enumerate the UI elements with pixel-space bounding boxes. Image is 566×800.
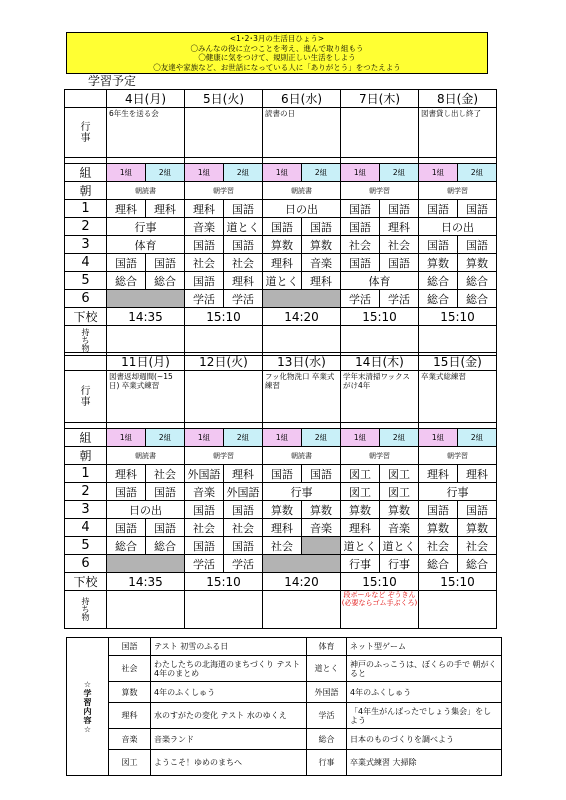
day-header: 7日(木) [341,90,419,108]
subject-cell: 算数 [458,519,497,537]
subject-cell: 国語 [146,254,185,272]
dismissal-time: 14:20 [263,308,341,326]
subject-cell: 総合 [146,272,185,290]
class-2-tag: 2組 [146,429,185,447]
subject-cell: 算数 [302,236,341,254]
bring-note: 段ボールなど ぞうきん(必要ならゴム手ぶくろ) [341,591,419,629]
subject-cell: 理科 [107,200,146,218]
row-label-dismissal: 下校 [65,308,107,326]
subject-cell: 国語 [263,218,302,236]
subject-cell: 国語 [185,537,224,555]
row-label-bring: 持 ち 物 [65,591,107,629]
subject-cell: 理科 [458,465,497,483]
subject-name: 社会 [109,656,151,682]
subject-cell: 国語 [380,254,419,272]
day-header: 12日(火) [185,353,263,371]
subject-name: 学活 [307,703,347,729]
subject-cell: 理科 [146,200,185,218]
class-1-tag: 1組 [341,164,380,182]
subject-cell: 音楽 [380,519,419,537]
subject-content: わたしたちの北海道のまちづくり テスト 4年のまとめ [151,656,307,682]
bring-cell [263,326,341,356]
day-header: 15日(金) [419,353,497,371]
subject-cell: 学活 [185,290,224,308]
subject-cell: 行事 [107,218,185,236]
subject-cell: 総合 [419,290,458,308]
subject-cell: 音楽 [185,483,224,501]
class-2-tag: 2組 [380,164,419,182]
bring-cell [107,591,185,629]
subject-cell: 国語 [341,200,380,218]
period-number: 5 [65,272,107,290]
dismissal-time: 15:10 [185,573,263,591]
no-class-cell [263,290,341,308]
subject-cell: 理科 [341,519,380,537]
row-label-event: 行 事 [65,371,107,423]
subject-cell: 総合 [419,272,458,290]
class-1-tag: 1組 [263,164,302,182]
subject-cell: 算数 [419,519,458,537]
subject-name: 音楽 [109,729,151,750]
subject-name: 理科 [109,703,151,729]
life-goals-title: <1･2･3月の生活目ひょう> [229,34,325,43]
period-number: 6 [65,290,107,308]
day-header: 5日(火) [185,90,263,108]
subject-cell: 理科 [224,465,263,483]
subject-cell: 外国語 [224,483,263,501]
subject-content: ようこそ！ゆめのまちへ [151,750,307,776]
subject-cell: 社会 [419,537,458,555]
subject-cell: 理科 [419,465,458,483]
learning-content-title: ☆ 学 習 内 容 ☆ [67,638,109,776]
subject-cell: 国語 [419,501,458,519]
subject-cell: 国語 [146,519,185,537]
class-1-tag: 1組 [107,164,146,182]
subject-name: 総合 [307,729,347,750]
class-2-tag: 2組 [380,429,419,447]
class-1-tag: 1組 [107,429,146,447]
class-2-tag: 2組 [458,429,497,447]
subject-content: ネット型ゲーム [347,638,502,656]
class-1-tag: 1組 [341,429,380,447]
period-number: 4 [65,519,107,537]
row-label-bring: 持 ち 物 [65,326,107,356]
event-cell [185,371,263,423]
subject-cell: 音楽 [185,218,224,236]
class-1-tag: 1組 [185,429,224,447]
subject-cell: 総合 [419,555,458,573]
subject-cell: 社会 [185,519,224,537]
class-1-tag: 1組 [263,429,302,447]
period-number: 2 [65,483,107,501]
subject-name: 外国語 [307,682,347,703]
subject-cell: 社会 [224,254,263,272]
subject-cell: 理科 [380,218,419,236]
learning-content-table [66,637,502,776]
day-header: 8日(金) [419,90,497,108]
subject-cell: 国語 [458,501,497,519]
subject-cell: 日の出 [107,501,185,519]
subject-cell: 算数 [263,501,302,519]
subject-cell: 社会 [146,465,185,483]
subject-cell: 国語 [224,501,263,519]
subject-cell: 外国語 [185,465,224,483]
corner-cell [65,90,107,108]
period-number: 2 [65,218,107,236]
no-class-cell [107,290,185,308]
dismissal-time: 14:35 [107,308,185,326]
corner-cell [65,353,107,371]
subject-cell: 算数 [458,254,497,272]
bring-cell [263,591,341,629]
dismissal-time: 15:10 [341,573,419,591]
subject-cell: 国語 [419,236,458,254]
subject-cell: 算数 [263,236,302,254]
morning-activity: 朝読書 [107,182,185,200]
subject-cell: 理科 [263,254,302,272]
row-label-dismissal: 下校 [65,573,107,591]
day-header: 11日(月) [107,353,185,371]
subject-content: 卒業式練習 大掃除 [347,750,502,776]
bring-cell [185,591,263,629]
life-goal-3: 〇友達や家族など、お世話になっている人に「ありがとう」をつたえよう [153,62,401,72]
morning-activity: 朝学習 [341,447,419,465]
period-number: 6 [65,555,107,573]
subject-cell: 国語 [458,236,497,254]
subject-cell: 道とく [380,537,419,555]
event-cell [341,108,419,158]
subject-cell: 理科 [107,465,146,483]
subject-cell: 国語 [146,483,185,501]
subject-cell: 行事 [380,555,419,573]
bring-cell [107,326,185,356]
row-label-group: 組 [65,429,107,447]
dismissal-time: 15:10 [419,308,497,326]
event-cell [185,108,263,158]
subject-cell: 学活 [341,290,380,308]
class-2-tag: 2組 [224,429,263,447]
subject-cell: 国語 [419,200,458,218]
event-cell: 図書貸し出し終了 [419,108,497,158]
subject-content: 音楽ランド [151,729,307,750]
day-header: 6日(水) [263,90,341,108]
class-2-tag: 2組 [302,429,341,447]
dismissal-time: 14:20 [263,573,341,591]
subject-content: 神戸のふっこうは、ぼくらの手で 朝がくると [347,656,502,682]
subject-cell: 国語 [107,483,146,501]
row-label-morning: 朝 [65,447,107,465]
subject-cell: 算数 [302,501,341,519]
subject-cell: 図工 [341,465,380,483]
subject-cell: 総合 [458,555,497,573]
subject-cell: 道とく [341,537,380,555]
subject-cell: 図工 [341,483,380,501]
period-number: 5 [65,537,107,555]
class-2-tag: 2組 [302,164,341,182]
dismissal-time: 15:10 [341,308,419,326]
event-cell: 卒業式総練習 [419,371,497,423]
subject-cell: 社会 [263,537,302,555]
subject-cell: 国語 [224,537,263,555]
subject-cell: 国語 [107,254,146,272]
subject-cell: 国語 [341,218,380,236]
subject-name: 行事 [307,750,347,776]
subject-cell: 理科 [302,272,341,290]
subject-cell: 理科 [185,200,224,218]
morning-activity: 朝学習 [185,447,263,465]
class-1-tag: 1組 [419,164,458,182]
subject-cell: 国語 [380,200,419,218]
subject-cell: 国語 [224,200,263,218]
day-header: 14日(木) [341,353,419,371]
period-number: 3 [65,501,107,519]
morning-activity: 朝読書 [263,182,341,200]
subject-name: 算数 [109,682,151,703]
subject-cell: 学活 [224,555,263,573]
subject-content: 「4年生がんばったでしょう集会」をしよう [347,703,502,729]
morning-activity: 朝読書 [263,447,341,465]
subject-cell: 学活 [224,290,263,308]
subject-cell: 音楽 [302,254,341,272]
subject-cell: 社会 [224,519,263,537]
dismissal-time: 15:10 [419,573,497,591]
subject-content: 4年のふくしゅう [347,682,502,703]
period-number: 3 [65,236,107,254]
subject-cell: 国語 [185,501,224,519]
event-cell: 読書の日 [263,108,341,158]
subject-cell: 総合 [146,537,185,555]
class-2-tag: 2組 [224,164,263,182]
subject-name: 国語 [109,638,151,656]
subject-cell: 体育 [341,272,419,290]
subject-cell: 国語 [263,465,302,483]
bring-cell [419,326,497,356]
dismissal-time: 15:10 [185,308,263,326]
subject-cell: 行事 [263,483,341,501]
life-goals-box [66,32,488,74]
subject-cell: 総合 [458,290,497,308]
subject-cell: 図工 [380,483,419,501]
morning-activity: 朝学習 [341,182,419,200]
subject-cell: 国語 [458,200,497,218]
subject-cell: 国語 [224,236,263,254]
subject-cell: 日の出 [419,218,497,236]
life-goal-2: 〇健康に気をつけて、規則正しい生活をしよう [198,53,356,63]
subject-cell: 道とく [224,218,263,236]
subject-name: 体育 [307,638,347,656]
period-number: 1 [65,200,107,218]
subject-cell: 総合 [458,272,497,290]
no-class-cell [107,555,185,573]
subject-cell: 図工 [380,465,419,483]
life-goal-1: 〇みんなの役に立つことを考え、進んで取り組もう [190,43,364,53]
subject-cell: 社会 [185,254,224,272]
row-label-morning: 朝 [65,182,107,200]
event-cell: 図書返却週間(~15日) 卒業式練習 [107,371,185,423]
subject-cell: 音楽 [302,519,341,537]
subject-cell: 国語 [302,465,341,483]
subject-cell: 総合 [107,272,146,290]
dismissal-time: 14:35 [107,573,185,591]
subject-cell: 理科 [224,272,263,290]
subject-cell: 行事 [419,483,497,501]
subject-cell: 国語 [341,254,380,272]
page-heading: 学習予定 [88,74,137,88]
class-2-tag: 2組 [458,164,497,182]
period-number: 4 [65,254,107,272]
bring-cell [341,326,419,356]
subject-name: 図工 [109,750,151,776]
subject-cell: 算数 [341,501,380,519]
row-label-event: 行 事 [65,108,107,158]
morning-activity: 朝読書 [107,447,185,465]
day-header: 4日(月) [107,90,185,108]
morning-activity: 朝学習 [185,182,263,200]
subject-cell: 算数 [380,501,419,519]
period-number: 1 [65,465,107,483]
subject-cell: 国語 [185,272,224,290]
bring-cell [185,326,263,356]
class-2-tag: 2組 [146,164,185,182]
subject-cell: 理科 [263,519,302,537]
event-cell: フッ化物洗口 卒業式練習 [263,371,341,423]
subject-cell: 国語 [185,236,224,254]
subject-cell: 日の出 [263,200,341,218]
subject-cell: 総合 [107,537,146,555]
subject-content: テスト 初雪のふる日 [151,638,307,656]
row-label-group: 組 [65,164,107,182]
subject-content: 4年のふくしゅう [151,682,307,703]
class-1-tag: 1組 [185,164,224,182]
subject-cell: 社会 [341,236,380,254]
subject-content: 水のすがたの変化 テスト 水のゆくえ [151,703,307,729]
subject-cell: 社会 [380,236,419,254]
event-cell: 学年末清掃ワックスがけ4年 [341,371,419,423]
subject-cell: 学活 [185,555,224,573]
week2-schedule-table [64,352,497,629]
subject-cell: 社会 [458,537,497,555]
morning-activity: 朝学習 [419,447,497,465]
subject-name: 道とく [307,656,347,682]
subject-cell: 行事 [341,555,380,573]
subject-cell: 道とく [263,272,302,290]
class-1-tag: 1組 [419,429,458,447]
week1-schedule-table [64,89,497,356]
subject-content: 日本のものづくりを調べよう [347,729,502,750]
subject-cell: 国語 [107,519,146,537]
subject-cell: 算数 [419,254,458,272]
event-cell: 6年生を送る会 [107,108,185,158]
day-header: 13日(水) [263,353,341,371]
bring-cell [419,591,497,629]
no-class-cell [302,537,341,555]
morning-activity: 朝学習 [419,182,497,200]
subject-cell: 国語 [302,218,341,236]
subject-cell: 体育 [107,236,185,254]
no-class-cell [263,555,341,573]
subject-cell: 学活 [380,290,419,308]
